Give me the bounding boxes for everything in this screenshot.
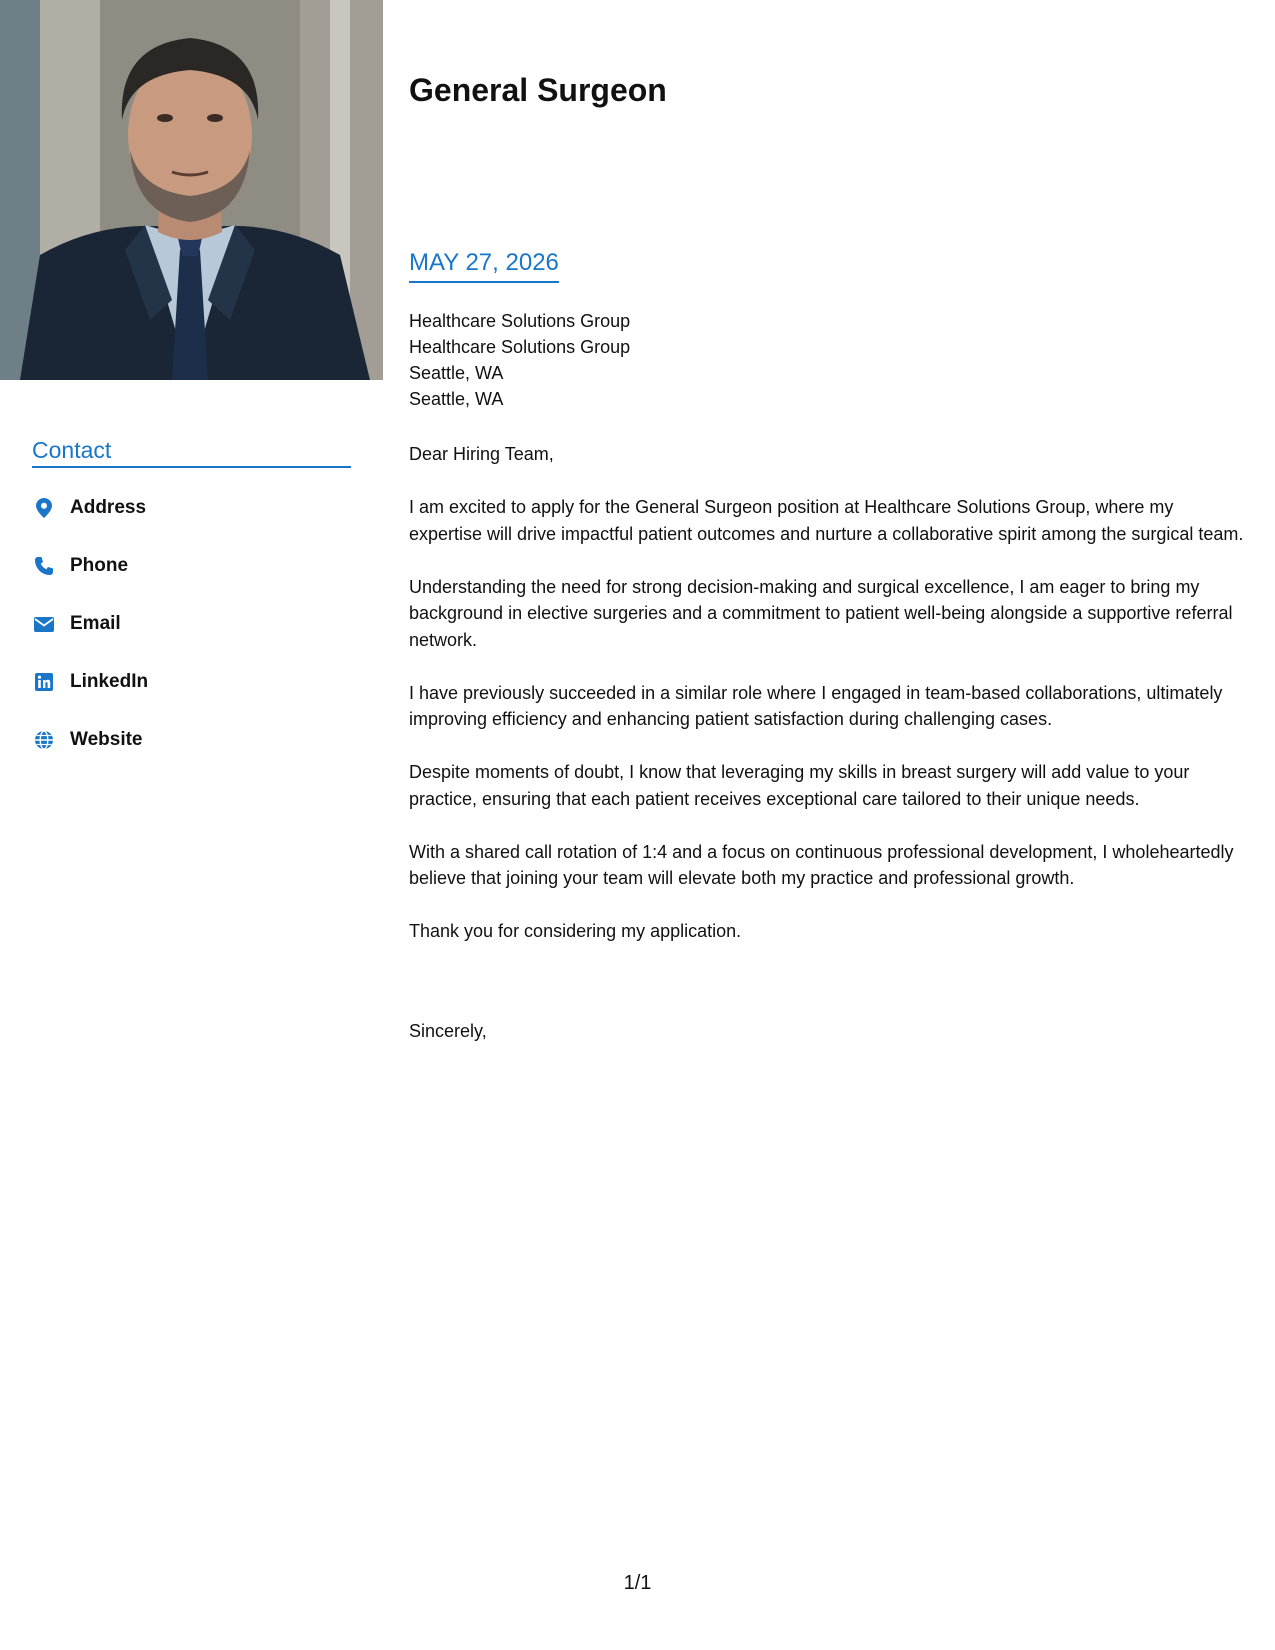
page-number: 1/1 (623, 1572, 652, 1594)
paragraph: With a shared call rotation of 1:4 and a focus on continuous professional development, I wholeheartedly believe that joining your team will elevate both my practice and professional growth. (409, 841, 1234, 888)
contact-linkedin-label: LinkedIn (70, 671, 149, 692)
recipient-line: Seattle, WA (409, 363, 504, 383)
letter-content (409, 441, 1247, 971)
sidebar (0, 0, 383, 1650)
paragraph: I have previously succeeded in a similar role where I engaged in team-based collaborations, ultimately improving efficiency and enhancing patient satisfaction during challenging cases. (409, 682, 1223, 729)
job-title: General Surgeon (409, 72, 667, 108)
contact-address-label: Address (70, 497, 147, 518)
paragraph: Understanding the need for strong decision-making and surgical excellence, I am eager to bring my background in elective surgeries and a commitment to patient well-being alongside a supportive referral network. (409, 576, 1233, 650)
paragraph: Thank you for considering my application. (409, 921, 742, 941)
phone-icon (32, 554, 56, 578)
recipient-line: Seattle, WA (409, 389, 504, 409)
contact-address[interactable] (32, 483, 351, 541)
recipient-block (409, 308, 630, 412)
linkedin-icon (32, 670, 56, 694)
recipient-line: Healthcare Solutions Group (409, 337, 631, 357)
paragraph: I am excited to apply for the General Surgeon position at Healthcare Solutions Group, where my expertise will drive impactful patient outcomes and nurture a collaborative spirit among the surgical team. (409, 497, 1244, 544)
paragraph: Despite moments of doubt, I know that leveraging my skills in breast surgery will add value to your practice, ensuring that each patient receives exceptional care tailored to their unique needs. (409, 762, 1190, 809)
contact-list (32, 483, 351, 773)
profile-photo (0, 0, 383, 380)
recipient-line: Healthcare Solutions Group (409, 311, 631, 331)
map-pin-icon (32, 496, 56, 520)
contact-phone-label: Phone (70, 555, 129, 576)
letter-date: MAY 27, 2026 (409, 249, 559, 283)
envelope-icon (32, 612, 56, 636)
closing: Sincerely, (409, 1021, 487, 1041)
contact-email[interactable] (32, 599, 351, 657)
contact-linkedin[interactable] (32, 657, 351, 715)
globe-icon (32, 728, 56, 752)
contact-heading: Contact (32, 437, 351, 468)
contact-website[interactable] (32, 715, 351, 773)
salutation: Dear Hiring Team, (409, 444, 554, 464)
contact-website-label: Website (70, 729, 143, 750)
contact-phone[interactable] (32, 541, 351, 599)
contact-email-label: Email (70, 613, 121, 634)
